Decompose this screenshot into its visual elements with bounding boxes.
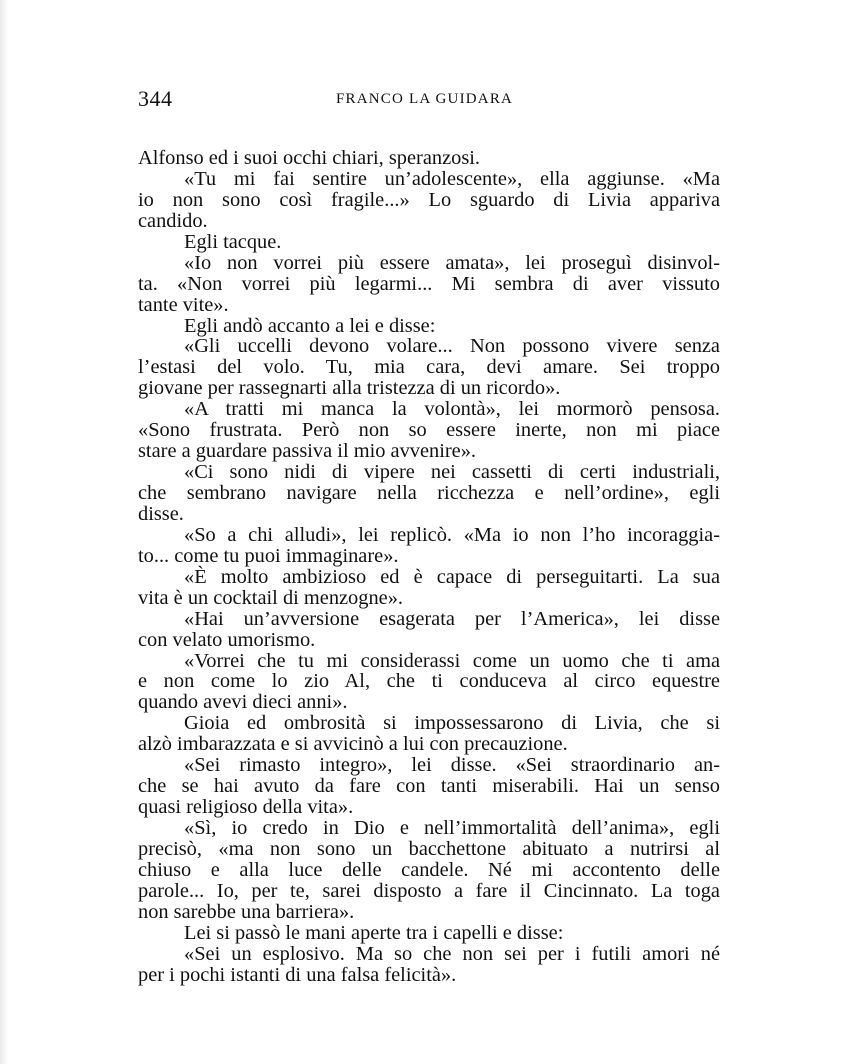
paragraph xyxy=(138,253,720,316)
text-line: «Io non vorrei più essere amata», lei proseguì disinvol- xyxy=(184,251,720,274)
paragraph xyxy=(138,818,720,923)
text-line: «Sì, io credo in Dio e nell’immortalità dell’anima», egli xyxy=(184,817,720,839)
text-line: non sarebbe una barriera». xyxy=(138,900,355,923)
text-line: quando avevi dieci anni». xyxy=(138,691,348,714)
page-edge-shadow xyxy=(0,0,8,1064)
text-line: candido. xyxy=(138,209,208,232)
text-line: stare a guardare passiva il mio avvenire». xyxy=(138,440,477,463)
text-line: ta. «Non vorrei più legarmi... Mi sembra di aver vissuto xyxy=(138,272,720,295)
text-line: Egli tacque. xyxy=(184,230,282,253)
paragraph xyxy=(138,232,720,253)
text-line: «Ci sono nidi di vipere nei cassetti di certi industriali, xyxy=(184,461,720,484)
text-line: Lei si passò le mani aperte tra i capelli e disse: xyxy=(184,921,564,944)
text-line: io non sono così fragile...» Lo sguardo di Livia appariva xyxy=(138,188,720,211)
paragraph xyxy=(138,169,720,232)
text-line: vita è un cocktail di menzogne». xyxy=(138,586,403,609)
text-line: «Sei un esplosivo. Ma so che non sei per i futili amori né xyxy=(184,942,720,965)
text-line: quasi religioso della vita». xyxy=(138,796,354,819)
text-line: to... come tu puoi immaginare». xyxy=(138,544,399,567)
text-line: Alfonso ed i suoi occhi chiari, speranzosi. xyxy=(138,147,481,169)
text-line: «Hai un’avversione esagerata per l’America», lei disse xyxy=(184,607,720,630)
running-head xyxy=(138,86,718,116)
text-line: «So a chi alludi», lei replicò. «Ma io non l’ho incoraggia- xyxy=(184,523,720,546)
text-line: parole... Io, per te, sarei disposto a fare il Cincinnato. La toga xyxy=(138,879,720,902)
text-line: disse. xyxy=(138,502,184,525)
text-line: tante vite». xyxy=(138,293,229,316)
text-line: per i pochi istanti di una falsa felicità». xyxy=(138,963,457,986)
paragraph xyxy=(138,713,720,755)
text-line: Egli andò accanto a lei e disse: xyxy=(184,314,436,337)
paragraph xyxy=(138,462,720,525)
paragraph xyxy=(138,755,720,818)
text-line: «A tratti mi manca la volontà», lei mormorò pensosa. xyxy=(184,398,720,421)
text-line: e non come lo zio Al, che ti conduceva al circo equestre xyxy=(138,670,720,693)
text-line: «Sono frustrata. Però non so essere inerte, non mi piace xyxy=(138,419,720,442)
text-line: giovane per rassegnarti alla tristezza di un ricordo». xyxy=(138,377,561,400)
paragraph xyxy=(138,525,720,567)
text-line: con velato umorismo. xyxy=(138,628,316,651)
text-line: che se hai avuto da fare con tanti miserabili. Hai un senso xyxy=(138,775,720,798)
body-text xyxy=(138,148,720,986)
text-line: «Sei rimasto integro», lei disse. «Sei straordinario an- xyxy=(184,754,720,777)
paragraph xyxy=(138,944,720,986)
paragraph xyxy=(138,316,720,337)
paragraph xyxy=(138,399,720,462)
text-line: precisò, «ma non sono un bacchettone abituato a nutrirsi al xyxy=(138,837,720,860)
text-line: l’estasi del volo. Tu, mia cara, devi amare. Sei troppo xyxy=(138,356,720,379)
text-line: «È molto ambizioso ed è capace di perseguitarti. La sua xyxy=(184,565,720,588)
text-line: che sembrano navigare nella ricchezza e nell’ordine», egli xyxy=(138,482,720,504)
paragraph xyxy=(138,923,720,944)
text-line: alzò imbarazzata e si avvicinò a lui con precauzione. xyxy=(138,733,568,756)
text-line: «Tu mi fai sentire un’adolescente», ella aggiunse. «Ma xyxy=(184,167,720,190)
page-number: 344 xyxy=(138,86,173,111)
book-title: FRANCO LA GUIDARA xyxy=(336,91,514,107)
paragraph xyxy=(138,148,720,169)
text-line: chiuso e alla luce delle candele. Né mi accontento delle xyxy=(138,858,720,881)
text-line: Gioia ed ombrosità si impossessarono di Livia, che si xyxy=(184,712,720,735)
paragraph xyxy=(138,336,720,399)
paragraph xyxy=(138,651,720,714)
paragraph xyxy=(138,609,720,651)
text-line: «Gli uccelli devono volare... Non possono vivere senza xyxy=(184,335,720,358)
paragraph xyxy=(138,567,720,609)
text-line: «Vorrei che tu mi considerassi come un uomo che ti ama xyxy=(184,649,720,672)
